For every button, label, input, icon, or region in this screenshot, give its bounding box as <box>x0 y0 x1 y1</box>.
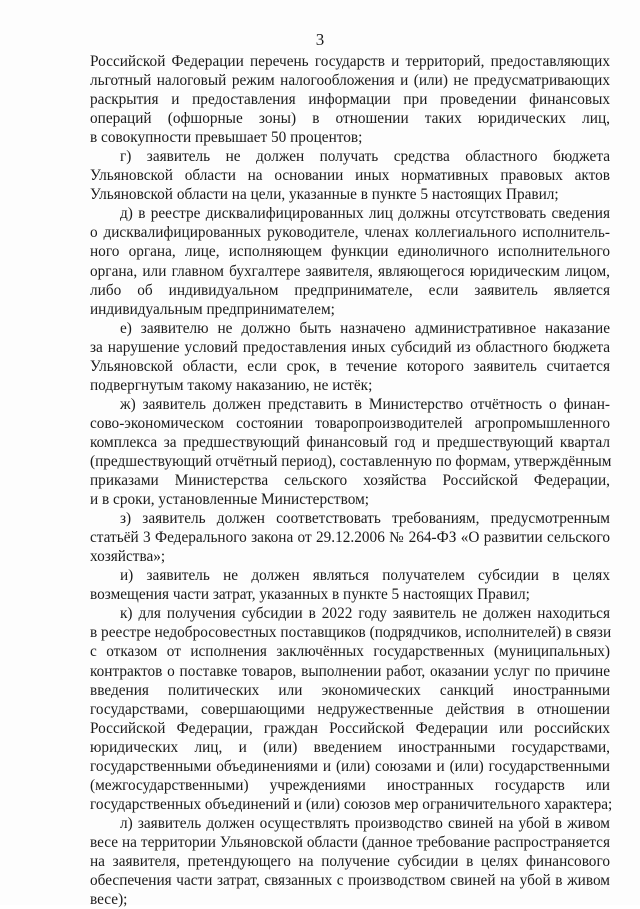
text-line: (предшествующий отчётный период), составленную по формам, утверждённым <box>90 452 612 470</box>
text-line: либо об индивидуальном предпринимателе, если заявитель является <box>90 281 610 299</box>
text-line: подвергнутым такому наказанию, не истёк; <box>90 376 373 394</box>
text-line: введения политических или экономических санкций иностранными <box>90 681 610 699</box>
text-line: обеспечения части затрат, связанных с производством свиней на убой в живом <box>90 872 610 890</box>
text-line: Ульяновской области на цели, указанные в пункте 5 настоящих Правил; <box>90 186 559 204</box>
text-line: на заявителя, претендующего на получение субсидии в целях финансового <box>90 852 610 870</box>
text-line: государственных объединений и (или) союзов мер ограничительного характера; <box>90 795 613 813</box>
text-line: весе на территории Ульяновской области (данное требование распространяется <box>90 833 610 851</box>
text-line: д) в реестре дисквалифицированных лиц должны отсутствовать сведения <box>120 205 610 223</box>
text-line: (межгосударственными) учреждениями иностранных государств или <box>90 776 610 794</box>
text-line: Российской Федерации, граждан Российской Федерации или российских <box>90 719 610 737</box>
text-line: за нарушение условий предоставления иных субсидий из областного бюджета <box>90 338 610 356</box>
text-line: г) заявитель не должен получать средства областного бюджета <box>120 148 610 166</box>
text-line: возмещения части затрат, указанных в пункте 5 настоящих Правил; <box>90 586 530 604</box>
text-line: статьёй 3 Федерального закона от 29.12.2006 № 264-ФЗ «О развитии сельского <box>90 529 610 547</box>
text-line: з) заявитель должен соответствовать требованиям, предусмотренным <box>120 510 610 528</box>
text-line: государствами, совершающими недружественные действия в отношении <box>90 700 610 718</box>
text-line: в совокупности превышает 50 процентов; <box>90 129 363 147</box>
text-line: юридических лиц, и (или) введением иностранными государствами, <box>90 738 610 756</box>
text-line: льготный налоговый режим налогообложения и (или) не предусматривающих <box>90 72 610 90</box>
text-line: ного органа, лице, исполняющем функции единоличного исполнительного <box>90 243 610 261</box>
text-line: контрактов о поставке товаров, выполнении работ, оказании услуг по причине <box>90 662 610 680</box>
document-body <box>90 52 613 909</box>
text-line: индивидуальным предпринимателем; <box>90 300 335 318</box>
text-line: комплекса за предшествующий финансовый год и предшествующий квартал <box>90 433 610 451</box>
text-line: операций (офшорные зоны) в отношении таких юридических лиц, <box>90 110 610 128</box>
text-line: о дисквалифицированных руководителе, членах коллегиального исполнитель- <box>90 224 610 242</box>
text-line: Ульяновской области, если срок, в течение которого заявитель считается <box>90 357 610 375</box>
text-line: сово-экономическом состоянии товаропроизводителей агропромышленного <box>90 414 610 432</box>
text-line: в реестре недобросовестных поставщиков (подрядчиков, исполнителей) в связи <box>90 624 612 642</box>
text-line: Российской Федерации перечень государств и территорий, предоставляющих <box>90 53 610 70</box>
text-line: е) заявителю не должно быть назначено административное наказание <box>120 319 610 337</box>
text-line: хозяйства»; <box>90 548 166 566</box>
text-line: органа, или главном бухгалтере заявителя, являющегося юридическим лицом, <box>90 262 610 280</box>
page-number: 3 <box>315 30 325 49</box>
text-line: приказами Министерства сельского хозяйства Российской Федерации, <box>90 472 610 490</box>
text-line: раскрытия и предоставления информации при проведении финансовых <box>90 91 610 109</box>
text-line: к) для получения субсидии в 2022 году заявитель не должен находиться <box>120 605 610 623</box>
text-line: ж) заявитель должен представить в Министерство отчётность о финан- <box>120 395 610 413</box>
text-line: государственными объединениями и (или) союзами и (или) государственными <box>90 757 610 775</box>
text-line: и) заявитель не должен являться получателем субсидии в целях <box>120 567 610 585</box>
text-line: весе); <box>90 891 128 909</box>
text-line: с отказом от исполнения заключённых государственных (муниципальных) <box>90 643 610 661</box>
text-line: л) заявитель должен осуществлять производство свиней на убой в живом <box>120 814 610 832</box>
text-line: Ульяновской области на основании иных нормативных правовых актов <box>90 167 610 185</box>
text-line: и в сроки, установленные Министерством; <box>90 491 370 509</box>
